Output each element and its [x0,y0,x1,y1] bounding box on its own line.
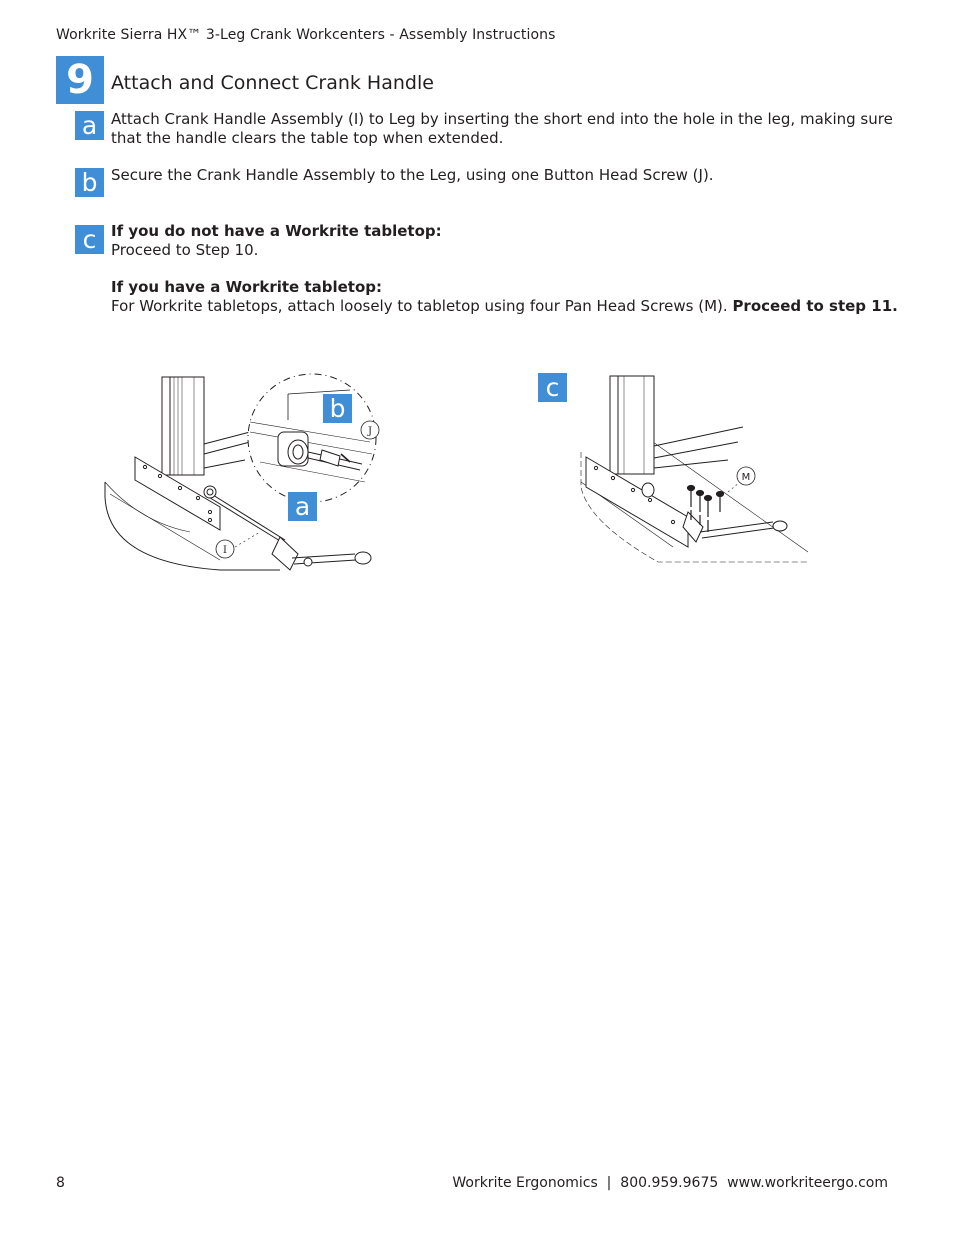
tabletop-screws-illustration [578,372,813,567]
document-header-title: Workrite Sierra HX™ 3-Leg Crank Workcenters - Assembly Instructions [56,27,556,43]
figure-callout-a: a [288,492,317,521]
part-m-label: M [741,472,751,483]
has-tabletop-heading: If you have a Workrite tabletop: [111,278,382,296]
substep-c-no-tabletop-block [111,222,906,259]
part-i-label: I [223,545,227,556]
substep-c-has-tabletop-block [111,278,906,315]
figure-callout-c: c [538,373,567,402]
proceed-to-step-11: Proceed to step 11. [732,296,898,315]
part-j-label: J [367,426,373,437]
figure-callout-b: b [323,394,352,423]
no-tabletop-text: Proceed to Step 10. [111,240,259,259]
substep-a-text: Attach Crank Handle Assembly (I) to Leg by inserting the short end into the hole in the leg, making sure that the handle clears the table top when extended. [111,110,893,147]
substep-b-text: Secure the Crank Handle Assembly to the Leg, using one Button Head Screw (J). [111,166,714,184]
no-tabletop-heading: If you do not have a Workrite tabletop: [111,222,442,240]
step-title: Attach and Connect Crank Handle [111,72,434,94]
has-tabletop-text: For Workrite tabletops, attach loosely to tabletop using four Pan Head Screws (M). [111,296,728,315]
substep-c-badge: c [75,225,104,254]
substep-b-badge: b [75,168,104,197]
page-number: 8 [56,1175,65,1191]
step-number-badge: 9 [56,56,104,104]
substep-a-badge: a [75,111,104,140]
footer-contact: Workrite Ergonomics | 800.959.9675 www.workriteergo.com [452,1175,888,1191]
